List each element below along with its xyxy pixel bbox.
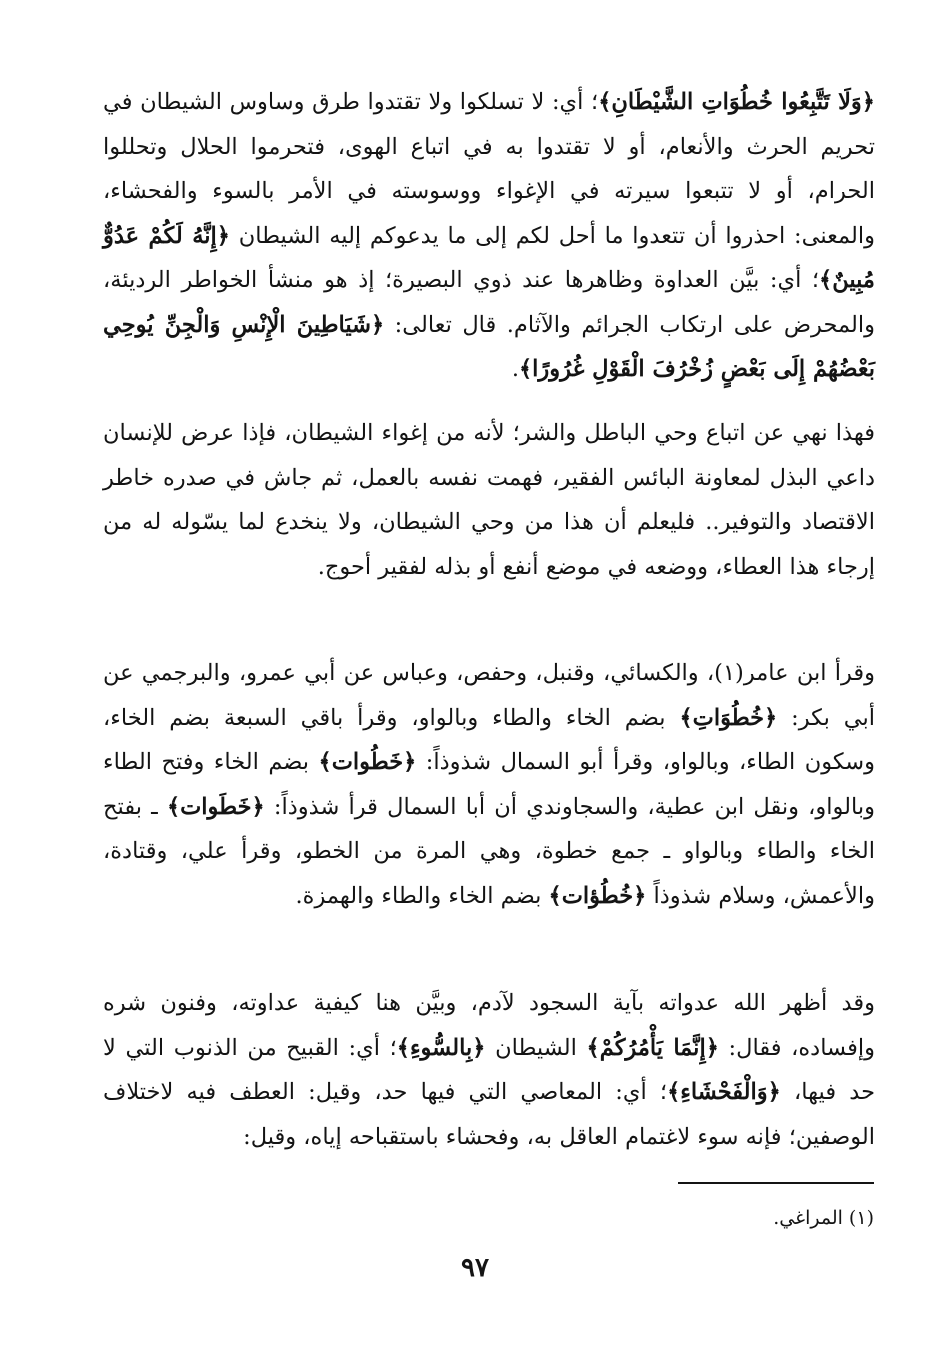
footnote-divider — [678, 1182, 874, 1184]
paragraph-text: الشيطان — [485, 1034, 587, 1061]
paragraph-text: بضم الخاء وفتح الطاء وبالواو، ونقل ابن عطية، والسجاوندي أن أبا السمال قرأ شذوذاً: — [103, 749, 875, 820]
page-number: ٩٧ — [461, 1253, 489, 1283]
paragraph-text: فهذا نهي عن اتباع وحي الباطل والشر؛ لأنه من إغواء الشيطان، فإذا عرض للإنسان داعي البذل لمعاونة البائس الفقير، فهمت نفسه بالعمل، ثم جاش في صدره خاطر الاقتصاد والتوفير.. فليعلم أن هذا من وحي الشيطان، ولا ينخدع لما يسّوله له من إرجاء هذا العطاء، ووضعه في موضع أنفع أو بذله لفقير أحوج. — [103, 420, 875, 580]
paragraph-text: بضم الخاء والطاء وبالواو، وقرأ باقي السبعة بضم الخاء، وسكون الطاء، وبالواو، وقرأ أبو السمال شذوذاً: — [103, 704, 875, 775]
quran-verse: ﴿وَلَا تَتَّبِعُوا خُطُوَاتِ الشَّيْطَانِ﴾ — [598, 89, 875, 115]
paragraph-4 — [103, 981, 875, 1159]
quran-word: ﴿خَطُوات﴾ — [318, 749, 417, 775]
quran-word: ﴿بِالسُّوءِ﴾ — [396, 1034, 486, 1061]
quran-word: ﴿إِنَّمَا يَأْمُرُكُمْ﴾ — [586, 1034, 719, 1061]
quran-verse: ﴿شَيَاطِينَ الْإِنْسِ وَالْجِنِّ يُوحِي بَعْضُهُمْ إِلَى بَعْضٍ زُخْرُفَ الْقَوْلِ غُرُورًا﴾ — [103, 311, 875, 382]
paragraph-text: ـ بفتح الخاء والطاء وبالواو ـ جمع خطوة، وهي المرة من الخطو، وقرأ علي، وقتادة، والأعمش، وسلام شذوذاً — [103, 793, 875, 909]
quran-word: ﴿خَطَوات﴾ — [166, 793, 265, 820]
quran-verse: ﴿إِنَّهُ لَكُمْ عَدُوٌّ مُبِينٌ﴾ — [103, 222, 875, 293]
paragraph-text: ؛ أي: لا تسلكوا ولا تقتدوا طرق وساوس الشيطان في تحريم الحرث والأنعام، أو لا تقتدوا به في اتباع الهوى، فتحرموا الحلال وتحللوا الحرام، أو لا تتبعوا سيرته في الإغواء ووسوسته في الأمر بالسوء والفحشاء، والمعنى: احذروا أن تتعدوا ما أحل لكم إلى ما يدعوكم إليه الشيطان — [103, 89, 875, 249]
paragraph-text: ؛ أي: بيَّن العداوة وظاهرها عند ذوي البصيرة؛ إذ هو منشأ الخواطر الرديئة، والمحرض على ارتكاب الجرائم والآثام. قال تعالى: — [103, 267, 875, 338]
footnote-text: (١) المراغي. — [773, 1207, 874, 1229]
quran-word: ﴿خُطُوَاتِ﴾ — [679, 704, 778, 731]
quran-word: ﴿خُطُؤات﴾ — [548, 882, 647, 909]
paragraph-3 — [103, 651, 875, 918]
paragraph-2 — [103, 411, 875, 589]
paragraph-text: . — [511, 356, 519, 382]
paragraph-text: بضم الخاء والطاء والهمزة. — [295, 882, 549, 909]
paragraph-text: ؛ أي: القبيح من الذنوب التي لا حد فيها، — [103, 1034, 875, 1105]
paragraph-1 — [103, 80, 875, 392]
paragraph-text: ؛ أي: المعاصي التي فيها حد، وقيل: العطف فيه لاختلاف الوصفين؛ فإنه سوء لاغتمام العاقل به، وفحشاء باستقباحه إياه، وقيل: — [103, 1079, 875, 1150]
paragraph-text: وقد أظهر الله عدواته بآية السجود لآدم، وبيَّن هنا كيفية عداوته، وفنون شره وإفساده، فقال: — [103, 990, 875, 1061]
footnote — [500, 1203, 874, 1233]
quran-word: ﴿وَالْفَحْشَاءِ﴾ — [667, 1079, 781, 1105]
paragraph-text: وقرأ ابن عامر(١)، والكسائي، وقنبل، وحفص، وعباس عن أبي عمرو، والبرجمي عن أبي بكر: — [103, 660, 875, 731]
